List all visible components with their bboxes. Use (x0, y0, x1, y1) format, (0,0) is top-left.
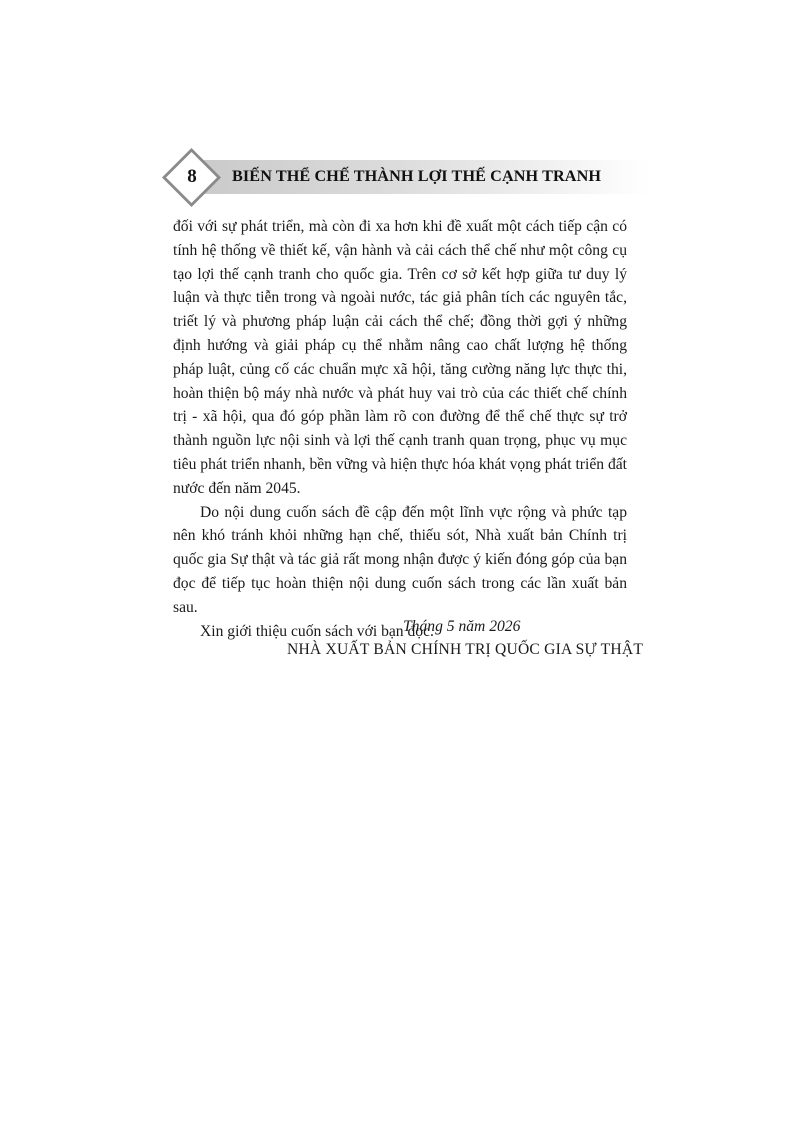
signature-date: Tháng 5 năm 2026 (403, 618, 521, 635)
body-text (173, 215, 627, 643)
signature-publisher: NHÀ XUẤT BẢN CHÍNH TRỊ QUỐC GIA SỰ THẬT (287, 641, 644, 658)
paragraph: đối với sự phát triển, mà còn đi xa hơn khi đề xuất một cách tiếp cận có tính hệ thống về thiết kế, vận hành và cải cách thể chế như một công cụ tạo lợi thế cạnh tranh cho quốc gia. Trên cơ sở kết hợp giữa tư duy lý luận và thực tiễn trong và ngoài nước, tác giả phân tích các nguyên tắc, triết lý và phương pháp luận cải cách thể chế; đồng thời gợi ý những định hướng và giải pháp cụ thể nhằm nâng cao chất lượng hệ thống pháp luật, củng cố các chuẩn mực xã hội, tăng cường năng lực thực thi, hoàn thiện bộ máy nhà nước và phát huy vai trò của các thiết chế chính trị - xã hội, qua đó góp phần làm rõ con đường để thể chế thực sự trở thành nguồn lực nội sinh và lợi thế cạnh tranh quan trọng, phục vụ mục tiêu phát triển nhanh, bền vững và hiện thực hóa khát vọng phát triển đất nước đến năm 2045. (173, 218, 627, 497)
paragraph: Do nội dung cuốn sách đề cập đến một lĩnh vực rộng và phức tạp nên khó tránh khỏi những hạn chế, thiếu sót, Nhà xuất bản Chính trị quốc gia Sự thật và tác giả rất mong nhận được ý kiến đóng góp của bạn đọc để tiếp tục hoàn thiện nội dung cuốn sách trong các lần xuất bản sau. (173, 503, 627, 616)
page-number: 8 (187, 166, 197, 187)
running-title: BIẾN THỂ CHẾ THÀNH LỢI THẾ CẠNH TRANH (232, 167, 602, 185)
paragraph: Xin giới thiệu cuốn sách với bạn đọc. (200, 622, 434, 640)
